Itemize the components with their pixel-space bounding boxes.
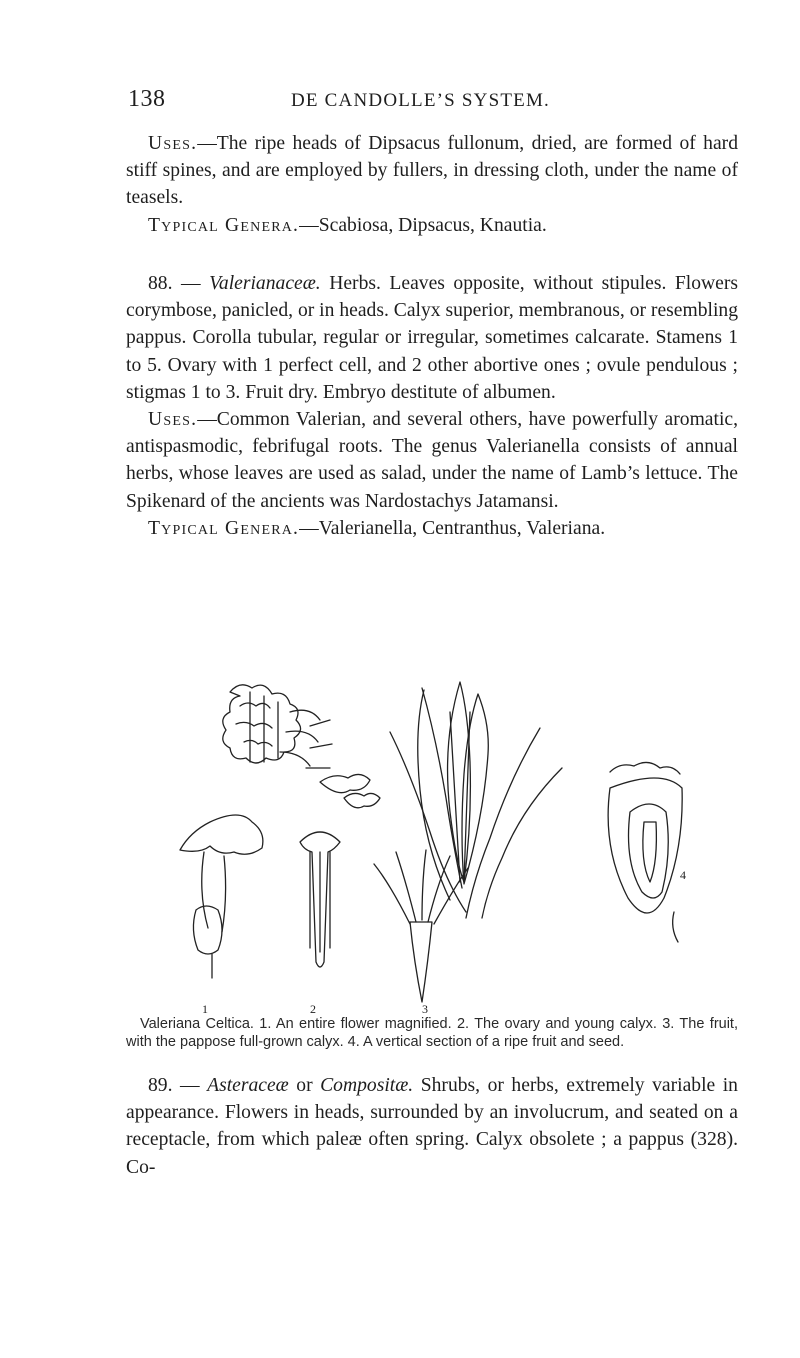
family-name: Valerianaceæ. bbox=[209, 273, 321, 294]
flower-cluster-drawing bbox=[223, 685, 380, 808]
valeriana-illustration bbox=[160, 672, 700, 1012]
figure-label-3: 3 bbox=[422, 1002, 428, 1016]
section-89-asteraceae bbox=[126, 1072, 738, 1181]
uses-label: Uses. bbox=[148, 133, 198, 154]
uses-paragraph bbox=[126, 406, 738, 515]
uses-text: —Common Valerian, and several others, have powerfully aromatic, antispasmodic, febrifugal roots. The genus Valerianella consists of annual herbs, whose leaves are used as salad, under the name of Lamb’s lettuce. The Spikenard of the ancients was Nardostachys Jatamansi. bbox=[126, 409, 738, 512]
page-header bbox=[128, 86, 728, 116]
botanical-figure bbox=[160, 672, 700, 1016]
typical-genera-label: Typical Genera. bbox=[148, 517, 300, 539]
section-88-description bbox=[126, 270, 738, 406]
family-description: Herbs. Leaves opposite, without stipules. Flowers corymbose, panicled, or in heads. Calyx superior, membranous, or resembling pappus. Corolla tubular, regular or irregular, sometimes calcarate. Stamens 1 to 5. Ovary with 1 perfect cell, and 2 other abortive ones ; ovule pendulous ; stigmas 1 to 3. Fruit dry. Embryo destitute of albumen. bbox=[126, 273, 738, 403]
figure-label-4: 4 bbox=[680, 868, 686, 882]
or-word: or bbox=[296, 1075, 313, 1096]
typical-genera-paragraph bbox=[126, 515, 738, 542]
family-name: Asteraceæ bbox=[207, 1075, 289, 1096]
caption-text: Valeriana Celtica. 1. An entire flower magnified. 2. The ovary and young calyx. 3. The fruit, with the pappose full-grown calyx. 4. A vertical section of a ripe fruit and seed. bbox=[126, 1016, 738, 1050]
section-88-valerianaceae bbox=[126, 270, 738, 542]
page-number: 138 bbox=[128, 86, 166, 112]
typical-genera-text: —Valerianella, Centranthus, Valeriana. bbox=[299, 517, 606, 539]
figure-label-1: 1 bbox=[202, 1002, 208, 1016]
vertical-section-drawing bbox=[608, 762, 682, 942]
section-number: 89. — bbox=[148, 1075, 200, 1096]
uses-label: Uses. bbox=[148, 409, 198, 431]
uses-text: —The ripe heads of Dipsacus fullonum, dried, are formed of hard stiff spines, and are employed by fullers, in dressing cloth, under the name of teasels. bbox=[126, 133, 738, 209]
section-number: 88. — bbox=[148, 273, 201, 294]
single-flower-drawing bbox=[180, 815, 263, 978]
typical-genera-label: Typical Genera. bbox=[148, 214, 300, 236]
section-89-description bbox=[126, 1072, 738, 1181]
family-description: Shrubs, or herbs, extremely variable in appearance. Flowers in heads, surrounded by an involucrum, and seated on a receptacle, from which paleæ often spring. Calyx obsolete ; a pappus (328). Co- bbox=[126, 1075, 738, 1178]
family-alt-name: Compositæ. bbox=[320, 1075, 414, 1096]
fruit-drawing bbox=[300, 832, 468, 1002]
running-head: DE CANDOLLE’S SYSTEM. bbox=[291, 90, 551, 111]
figure-label-2: 2 bbox=[310, 1002, 316, 1016]
figure-caption bbox=[126, 1015, 738, 1051]
uses-paragraph bbox=[126, 130, 738, 212]
dipsacaceae-conclusion bbox=[126, 130, 738, 239]
typical-genera-paragraph bbox=[126, 212, 738, 239]
leaves-drawing bbox=[390, 682, 562, 918]
typical-genera-text: —Scabiosa, Dipsacus, Knautia. bbox=[299, 214, 547, 236]
